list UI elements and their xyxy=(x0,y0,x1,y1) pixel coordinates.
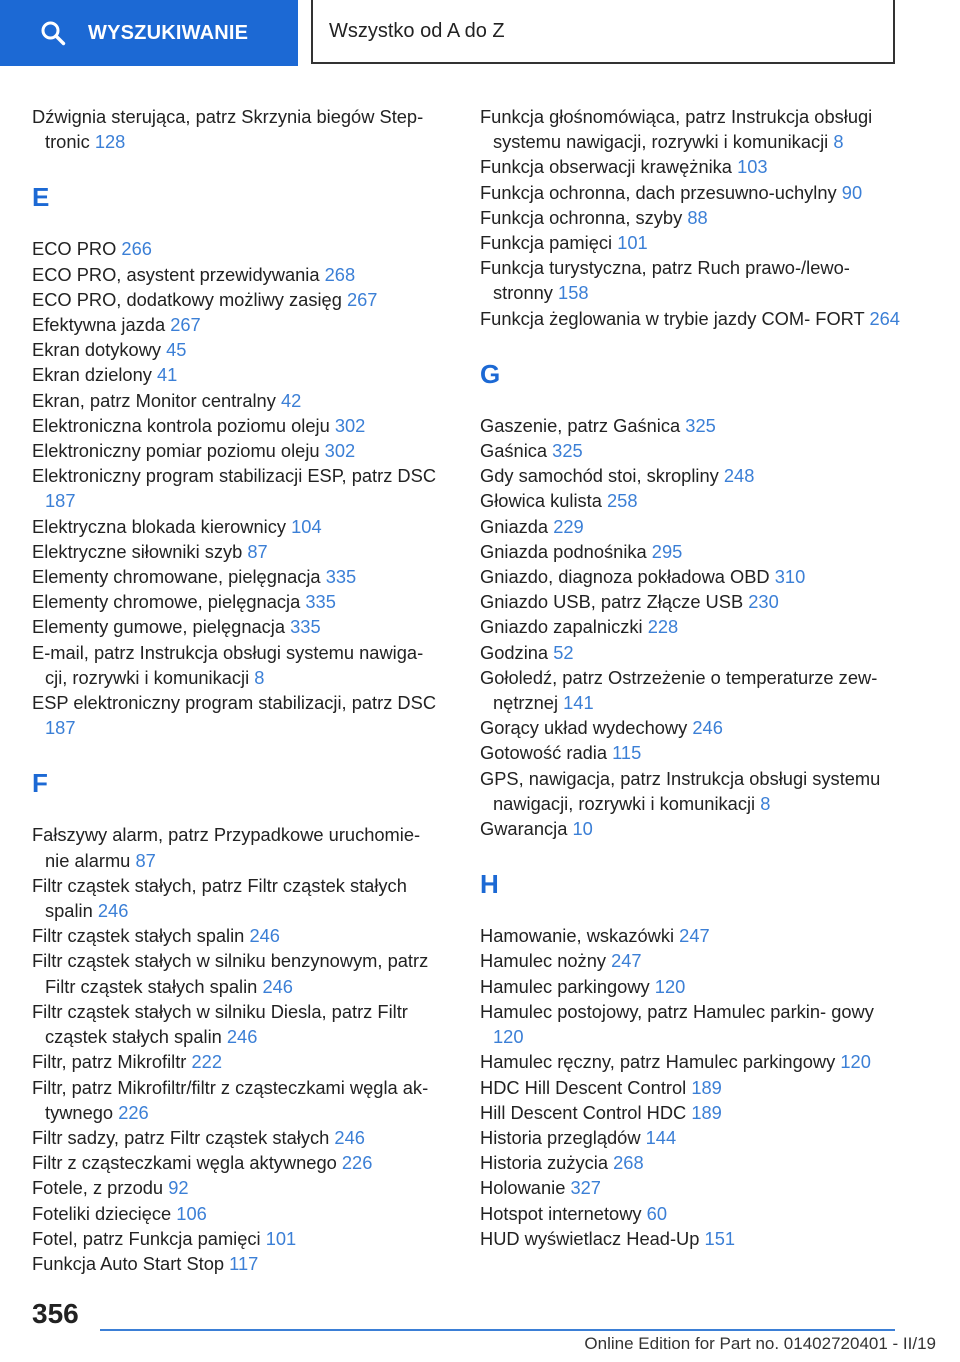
index-entry-page-link[interactable]: 248 xyxy=(723,465,755,487)
index-entry xyxy=(32,690,444,740)
index-entry xyxy=(32,1125,444,1150)
index-entry-term: Gniazdo USB, patrz Złącze USB xyxy=(480,591,744,613)
index-entry-term: Ekran, patrz Monitor centralny xyxy=(32,389,276,411)
index-entry xyxy=(480,104,900,154)
index-entry-page-link[interactable]: 144 xyxy=(645,1126,677,1148)
index-entry xyxy=(480,1175,900,1200)
index-entry-page-link[interactable]: 151 xyxy=(704,1227,736,1249)
index-entry-term: Funkcja żeglowania w trybie jazdy COM‐ FORT xyxy=(480,307,865,329)
index-entry xyxy=(480,438,900,463)
index-entry-page-link[interactable]: 117 xyxy=(229,1252,259,1274)
index-entry xyxy=(480,154,900,179)
index-entry xyxy=(32,388,444,413)
index-entry xyxy=(32,362,444,387)
index-entry-page-link[interactable]: 60 xyxy=(646,1202,668,1224)
index-entry-page-link[interactable]: 247 xyxy=(679,925,710,947)
index-entry-page-link[interactable]: 246 xyxy=(97,900,129,922)
index-entry-term: Hamulec parkingowy xyxy=(480,975,650,997)
edition-note: Online Edition for Part no. 01402720401 - II/19 xyxy=(584,1334,936,1353)
index-entry-page-link[interactable]: 87 xyxy=(135,849,156,871)
index-entry-term: Godzina xyxy=(480,641,549,663)
index-entry-page-link[interactable]: 229 xyxy=(553,515,584,537)
index-entry xyxy=(480,974,900,999)
index-entry xyxy=(32,1175,444,1200)
index-entry xyxy=(480,306,900,331)
search-icon xyxy=(40,20,66,46)
index-entry xyxy=(480,1075,900,1100)
index-entry-term: Elektryczna blokada kierownicy xyxy=(32,515,287,537)
index-entry-page-link[interactable]: 120 xyxy=(654,975,686,997)
index-entry-term: Funkcja głośnomówiąca, patrz Instrukcja obsługi systemu nawigacji, rozrywki i komunikacji xyxy=(480,106,873,153)
index-entry-term: Gaszenie, patrz Gaśnica xyxy=(480,414,681,436)
index-entry xyxy=(32,104,444,154)
index-entry xyxy=(32,463,444,513)
index-entry-term: Foteliki dziecięce xyxy=(32,1202,172,1224)
index-entry-term: Filtr sadzy, patrz Filtr cząstek stałych xyxy=(32,1126,330,1148)
index-entry xyxy=(32,1226,444,1251)
index-entry xyxy=(480,640,900,665)
index-entry-page-link[interactable]: 45 xyxy=(166,339,187,361)
index-entry-term: Hamulec nożny xyxy=(480,950,606,972)
index-entry xyxy=(32,413,444,438)
index-entry-page-link[interactable]: 325 xyxy=(552,440,583,462)
index-entry xyxy=(32,236,444,261)
index-entry-page-link[interactable]: 246 xyxy=(334,1126,365,1148)
index-entry-term: Filtr z cząsteczkami węgla aktywnego xyxy=(32,1152,337,1174)
index-entry xyxy=(32,1075,444,1125)
index-entry-page-link[interactable]: 310 xyxy=(774,566,806,588)
index-entry-term: Fotel, patrz Funkcja pamięci xyxy=(32,1227,261,1249)
index-entry-page-link[interactable]: 222 xyxy=(191,1051,222,1073)
index-entry xyxy=(480,539,900,564)
index-entry-term: Gniazda xyxy=(480,515,549,537)
index-entry-term: Filtr, patrz Mikrofiltr/filtr z cząsteczkami węgla ak‐ tywnego xyxy=(32,1076,429,1123)
index-entry-page-link[interactable]: 295 xyxy=(651,540,683,562)
entry-group-left-pre xyxy=(32,104,444,154)
index-entry xyxy=(480,1100,900,1125)
index-entry xyxy=(32,873,444,923)
index-entry-term: Historia przeglądów xyxy=(480,1126,641,1148)
index-entry-page-link[interactable]: 246 xyxy=(692,717,723,739)
index-entry xyxy=(480,665,900,715)
index-entry xyxy=(32,1049,444,1074)
index-entry xyxy=(480,514,900,539)
index-entry-term: Elektryczne siłowniki szyb xyxy=(32,540,243,562)
index-entry-page-link[interactable]: 267 xyxy=(170,314,201,336)
index-entry xyxy=(480,923,900,948)
index-entry xyxy=(480,564,900,589)
index-column-left xyxy=(32,104,444,1276)
section-letter-e: E xyxy=(32,182,50,213)
index-entry-term: Hamulec ręczny, patrz Hamulec parkingowy xyxy=(480,1051,836,1073)
index-entry-page-link[interactable]: 8 xyxy=(760,792,771,814)
index-entry-term: Elementy chromowane, pielęgnacja xyxy=(32,566,321,588)
index-entry-term: Funkcja turystyczna, patrz Ruch prawo-/lewo‐ stronny xyxy=(480,257,850,304)
index-entry-term: E-mail, patrz Instrukcja obsługi systemu nawiga‐ cji, rozrywki i komunikacji xyxy=(32,641,424,688)
index-entry-page-link[interactable]: 187 xyxy=(45,717,76,739)
index-entry xyxy=(480,205,900,230)
index-entry-page-link[interactable]: 335 xyxy=(290,616,321,638)
index-entry-term: Głowica kulista xyxy=(480,490,602,512)
index-entry-term: HDC Hill Descent Control xyxy=(480,1076,687,1098)
index-entry xyxy=(480,589,900,614)
index-entry xyxy=(480,255,900,305)
index-entry-term: Efektywna jazda xyxy=(32,314,166,336)
index-entry-page-link[interactable]: 115 xyxy=(612,742,642,764)
index-entry-term: Filtr, patrz Mikrofiltr xyxy=(32,1051,187,1073)
index-entry xyxy=(480,230,900,255)
entry-group-right-pre xyxy=(480,104,900,331)
index-entry xyxy=(32,1201,444,1226)
index-entry-page-link[interactable]: 101 xyxy=(265,1227,297,1249)
index-entry-page-link[interactable]: 189 xyxy=(691,1101,722,1123)
index-entry xyxy=(32,312,444,337)
index-entry-term: ECO PRO xyxy=(32,238,117,260)
index-entry-page-link[interactable]: 325 xyxy=(685,414,716,436)
index-entry-term: Hamowanie, wskazówki xyxy=(480,925,675,947)
index-entry-term: Gaśnica xyxy=(480,440,548,462)
index-entry-page-link[interactable]: 246 xyxy=(226,1026,258,1048)
index-entry-term: Hill Descent Control HDC xyxy=(480,1101,687,1123)
index-entry-term: Funkcja ochronna, dach przesuwno-uchylny xyxy=(480,181,837,203)
index-entry-term: Filtr cząstek stałych, patrz Filtr cząstek stałych spalin xyxy=(32,874,407,922)
index-entry-page-link[interactable]: 246 xyxy=(262,975,293,997)
index-entry-term: Gdy samochód stoi, skropliny xyxy=(480,465,719,487)
index-entry-page-link[interactable]: 258 xyxy=(607,490,638,512)
index-entry xyxy=(480,715,900,740)
index-entry-page-link[interactable]: 90 xyxy=(841,181,863,203)
index-entry-term: Gołoledź, patrz Ostrzeżenie o temperaturze zew‐ nętrznej xyxy=(480,666,878,714)
index-entry-term: Elementy gumowe, pielęgnacja xyxy=(32,616,286,638)
index-entry-term: Ekran dzielony xyxy=(32,364,152,386)
index-entry-page-link[interactable]: 106 xyxy=(176,1202,207,1224)
index-entry-page-link[interactable]: 335 xyxy=(305,591,336,613)
index-entry-page-link[interactable]: 189 xyxy=(691,1076,722,1098)
entry-group-g xyxy=(480,413,900,841)
index-entry-page-link[interactable]: 247 xyxy=(611,950,642,972)
index-entry xyxy=(32,337,444,362)
index-entry xyxy=(480,180,900,205)
index-entry-term: Gniazda podnośnika xyxy=(480,540,647,562)
index-entry-page-link[interactable]: 52 xyxy=(553,641,574,663)
index-entry xyxy=(480,948,900,973)
index-entry xyxy=(480,766,900,816)
index-entry-term: Funkcja ochronna, szyby xyxy=(480,206,683,228)
entry-group-h xyxy=(480,923,900,1251)
footer-divider xyxy=(100,1329,895,1331)
index-entry xyxy=(480,816,900,841)
index-entry xyxy=(32,640,444,690)
page-number: 356 xyxy=(32,1298,79,1329)
index-entry xyxy=(32,564,444,589)
index-entry-term: Filtr cząstek stałych w silniku Diesla, patrz Filtr cząstek stałych spalin xyxy=(32,1000,408,1048)
index-entry-term: GPS, nawigacja, patrz Instrukcja obsługi systemu nawigacji, rozrywki i komunikacji xyxy=(480,767,881,814)
index-entry xyxy=(32,262,444,287)
index-entry-term: Elementy chromowe, pielęgnacja xyxy=(32,591,301,613)
index-entry-term: Elektroniczny program stabilizacji ESP, patrz DSC xyxy=(32,465,437,487)
index-entry xyxy=(480,740,900,765)
index-entry-term: Dźwignia sterująca, patrz Skrzynia biegów Step‐ tronic xyxy=(32,106,424,153)
index-entry xyxy=(32,999,444,1049)
index-entry xyxy=(32,514,444,539)
index-entry-page-link[interactable]: 226 xyxy=(118,1101,149,1123)
index-entry-term: Funkcja Auto Start Stop xyxy=(32,1252,225,1274)
index-entry-term: Elektroniczny pomiar poziomu oleju xyxy=(32,440,320,462)
index-entry-page-link[interactable]: 266 xyxy=(121,238,152,260)
index-entry xyxy=(32,1150,444,1175)
index-entry-term: ESP elektroniczny program stabilizacji, patrz DSC xyxy=(32,692,437,714)
index-entry-term: Filtr cząstek stałych w silniku benzynowym, patrz Filtr cząstek stałych spalin xyxy=(32,950,429,997)
index-entry-term: Gwarancja xyxy=(480,818,568,840)
section-letter-g: G xyxy=(480,358,501,389)
index-entry-term: Holowanie xyxy=(480,1177,566,1199)
index-entry-page-link[interactable]: 120 xyxy=(840,1051,871,1073)
index-entry xyxy=(480,1125,900,1150)
search-tab[interactable] xyxy=(0,0,298,66)
index-entry xyxy=(480,1201,900,1226)
index-entry-page-link[interactable]: 158 xyxy=(558,282,589,304)
index-entry-page-link[interactable]: 226 xyxy=(341,1152,373,1174)
index-entry xyxy=(480,999,900,1049)
index-entry xyxy=(480,1049,900,1074)
index-entry-page-link[interactable]: 327 xyxy=(570,1177,601,1199)
index-entry-term: HUD wyświetlacz Head-Up xyxy=(480,1227,700,1249)
index-entry-page-link[interactable]: 335 xyxy=(325,566,357,588)
index-entry-page-link[interactable]: 88 xyxy=(687,206,708,228)
index-entry xyxy=(480,413,900,438)
index-entry xyxy=(32,822,444,872)
index-entry-page-link[interactable]: 302 xyxy=(324,440,356,462)
index-entry-page-link[interactable]: 246 xyxy=(249,925,280,947)
index-entry-term: Gotowość radia xyxy=(480,742,608,764)
index-entry-term: Gniazdo, diagnoza pokładowa OBD xyxy=(480,566,770,588)
index-entry-page-link[interactable]: 302 xyxy=(334,414,366,436)
index-entry xyxy=(480,463,900,488)
index-entry-page-link[interactable]: 87 xyxy=(247,540,268,562)
index-entry-term: Funkcja obserwacji krawężnika xyxy=(480,156,732,178)
index-entry xyxy=(32,539,444,564)
index-entry-term: Filtr cząstek stałych spalin xyxy=(32,925,245,947)
index-entry xyxy=(32,614,444,639)
index-entry xyxy=(480,614,900,639)
index-entry-page-link[interactable]: 92 xyxy=(168,1177,189,1199)
index-entry-term: ECO PRO, asystent przewidywania xyxy=(32,263,320,285)
index-entry-term: Fotele, z przodu xyxy=(32,1177,164,1199)
index-entry-term: Ekran dotykowy xyxy=(32,339,162,361)
section-letter-h: H xyxy=(480,869,499,900)
index-entry-page-link[interactable]: 268 xyxy=(324,263,356,285)
index-entry-page-link[interactable]: 141 xyxy=(563,692,594,714)
index-entry-page-link[interactable]: 230 xyxy=(748,591,779,613)
index-entry-term: Elektroniczna kontrola poziomu oleju xyxy=(32,414,330,436)
index-entry xyxy=(480,1150,900,1175)
index-entry-term: ECO PRO, dodatkowy możliwy zasięg xyxy=(32,288,342,310)
a-to-z-tab[interactable] xyxy=(311,0,895,64)
index-entry-page-link[interactable]: 8 xyxy=(254,666,265,688)
index-entry-term: Gorący układ wydechowy xyxy=(480,717,688,739)
index-entry-page-link[interactable]: 268 xyxy=(613,1152,644,1174)
index-entry xyxy=(32,589,444,614)
index-entry-term: Hotspot internetowy xyxy=(480,1202,642,1224)
entry-group-f xyxy=(32,822,444,1276)
index-entry-page-link[interactable]: 103 xyxy=(737,156,768,178)
index-entry-page-link[interactable]: 42 xyxy=(280,389,302,411)
index-entry-page-link[interactable]: 264 xyxy=(869,307,900,329)
index-entry-page-link[interactable]: 228 xyxy=(647,616,679,638)
index-column-right xyxy=(480,104,900,1251)
index-entry xyxy=(32,1251,444,1276)
index-entry xyxy=(32,287,444,312)
index-entry-term: Historia zużycia xyxy=(480,1152,609,1174)
index-entry-page-link[interactable]: 128 xyxy=(94,131,126,153)
index-entry xyxy=(32,438,444,463)
search-tab-label: WYSZUKIWANIE xyxy=(88,21,249,44)
index-entry-term: Gniazdo zapalniczki xyxy=(480,616,643,638)
entry-group-e xyxy=(32,236,444,740)
index-entry-term: Hamulec postojowy, patrz Hamulec parkin‐ gowy xyxy=(480,1000,874,1022)
index-entry xyxy=(32,923,444,948)
index-entry-page-link[interactable]: 104 xyxy=(291,515,322,537)
index-entry xyxy=(480,1226,900,1251)
index-entry-term: Fałszywy alarm, patrz Przypadkowe uruchomie‐ nie alarmu xyxy=(32,824,421,871)
index-entry-page-link[interactable]: 8 xyxy=(833,131,844,153)
index-entry-page-link[interactable]: 41 xyxy=(157,364,178,386)
a-to-z-tab-label: Wszystko od A do Z xyxy=(329,19,505,42)
index-entry-page-link[interactable]: 10 xyxy=(572,818,593,840)
index-entry xyxy=(32,948,444,998)
index-entry-page-link[interactable]: 267 xyxy=(346,288,378,310)
section-letter-f: F xyxy=(32,768,48,799)
index-entry xyxy=(480,488,900,513)
index-entry-page-link[interactable]: 187 xyxy=(45,490,76,512)
index-entry-term: Funkcja pamięci xyxy=(480,232,613,254)
index-entry-page-link[interactable]: 120 xyxy=(493,1026,524,1048)
index-entry-page-link[interactable]: 101 xyxy=(617,232,648,254)
